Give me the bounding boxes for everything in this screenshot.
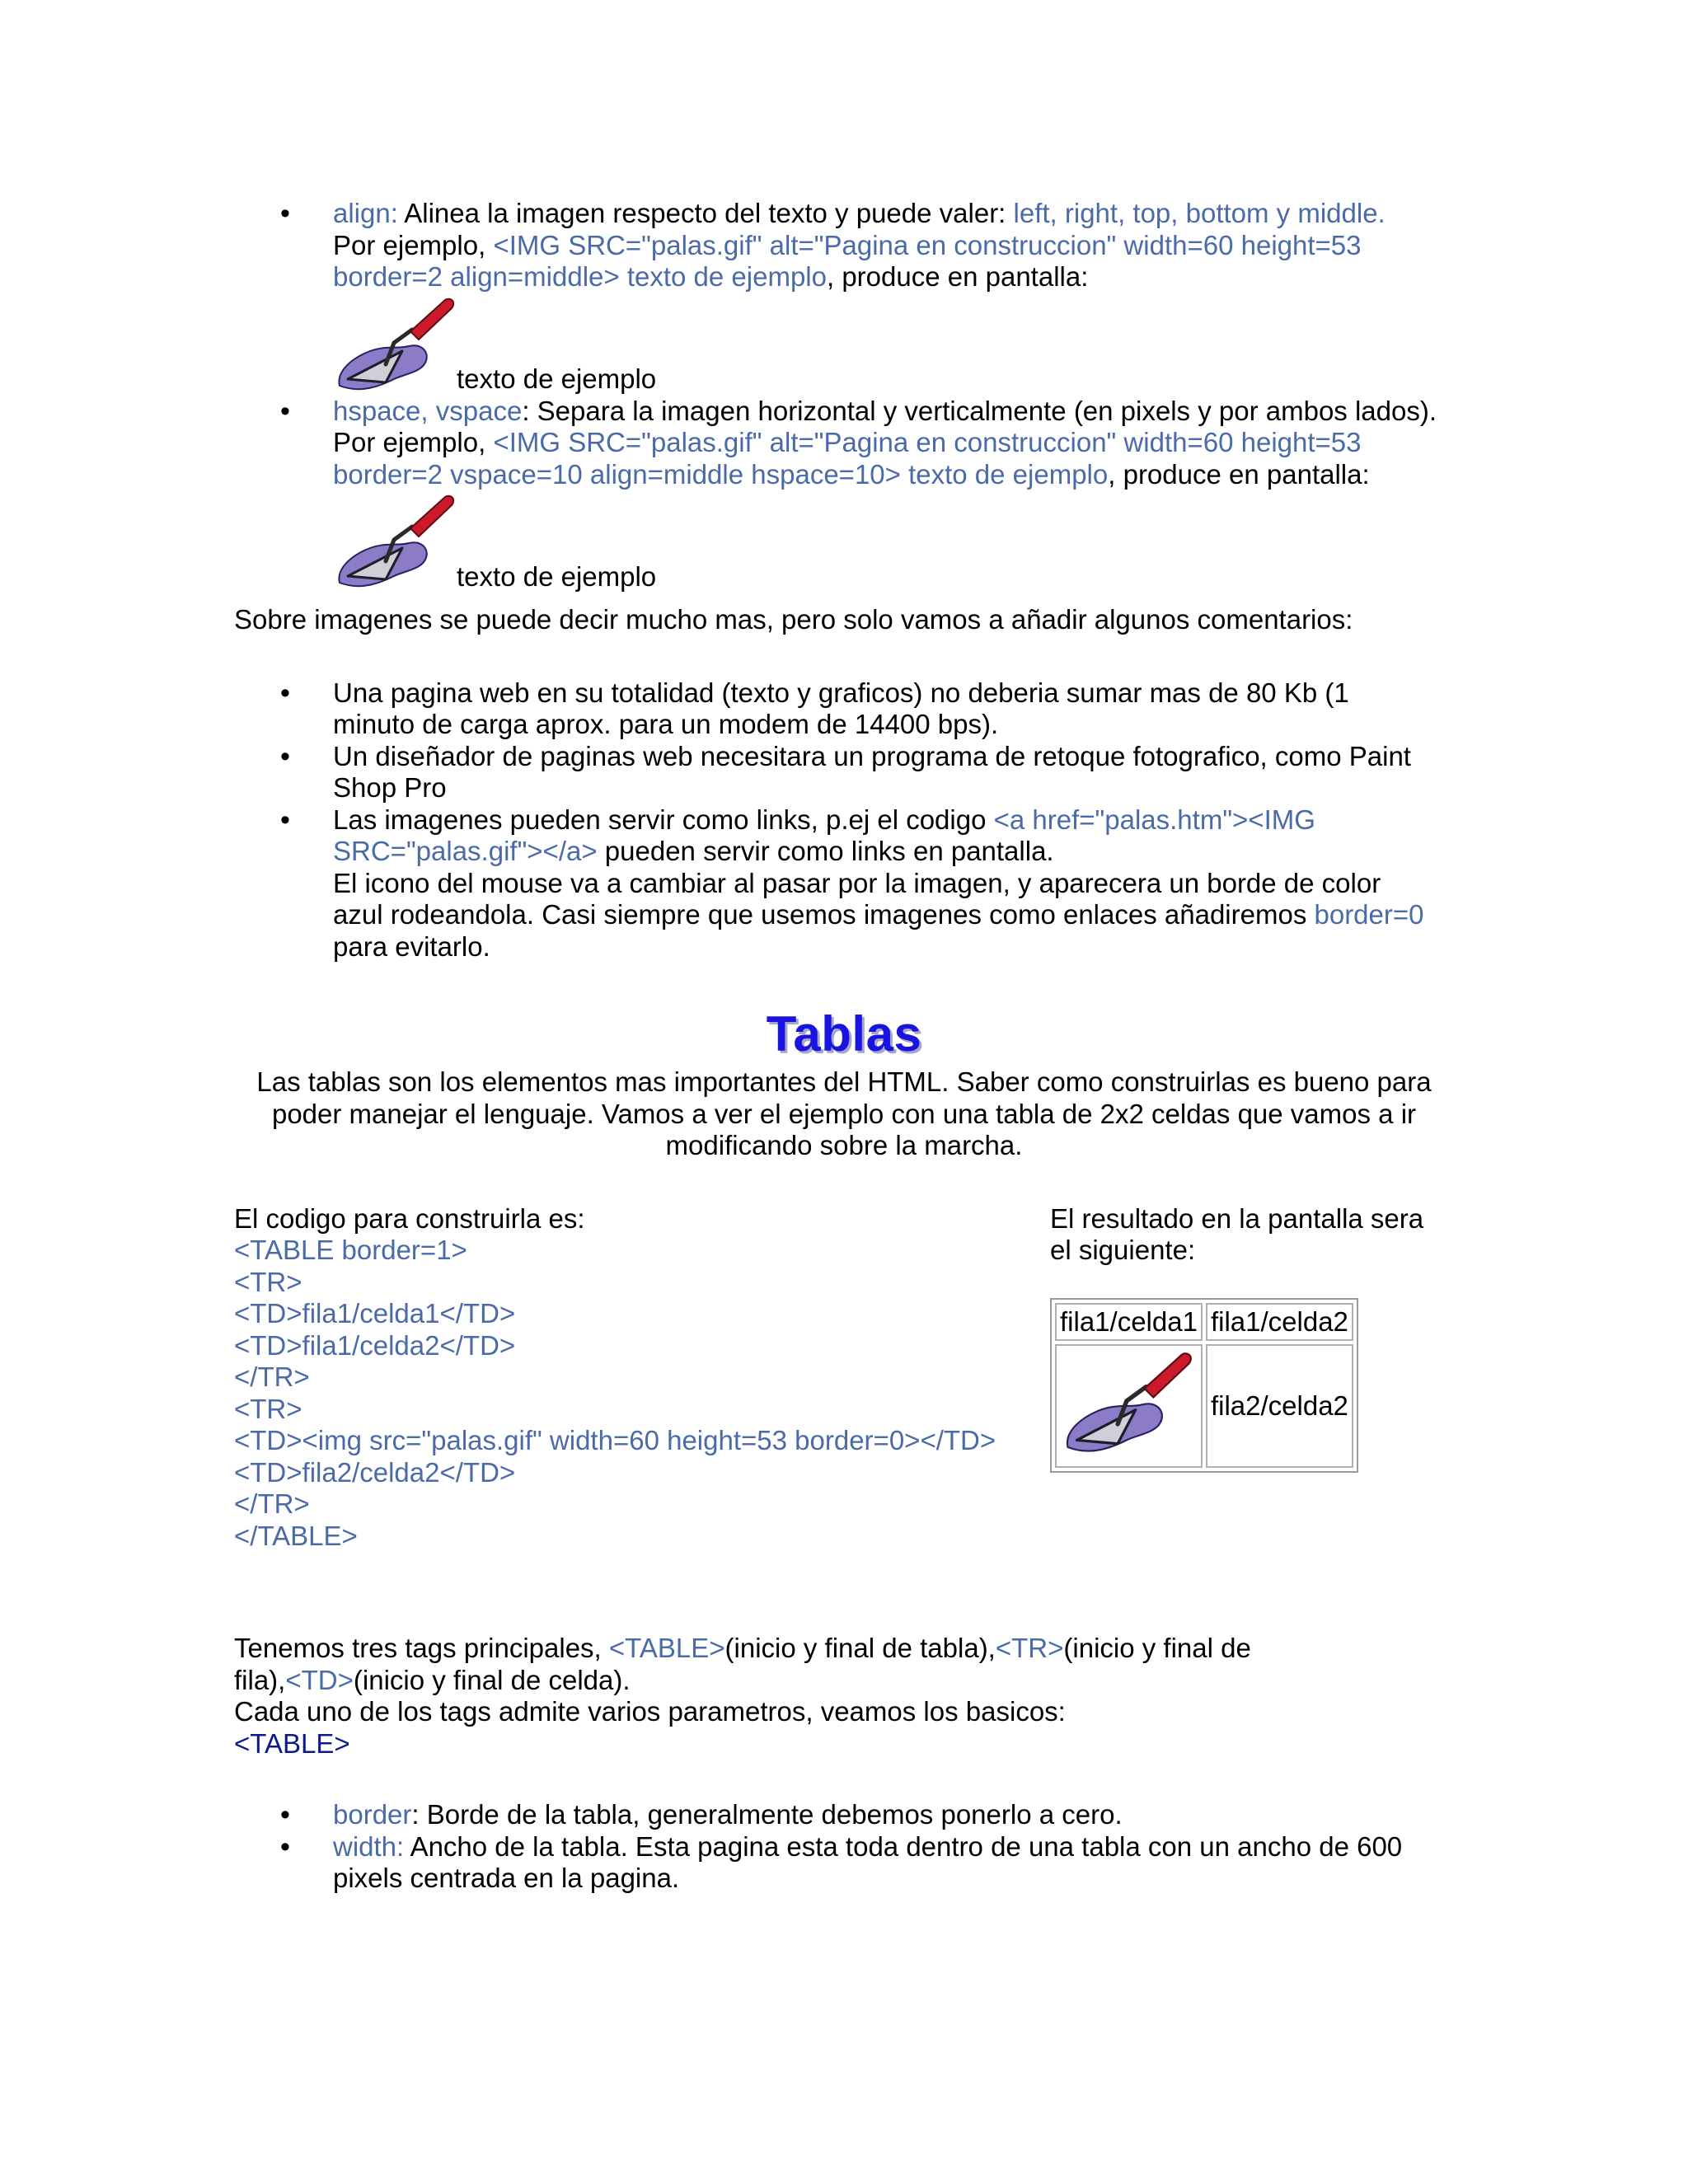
image-attributes-list — [234, 198, 1454, 593]
list-item-hspace-vspace: • hspace, vspace: Separa la imagen horizontal y verticalmente (en pixels y por ambos lados). Por ejemplo, <IMG SRC="palas.gif" alt="Pagina en construccion" width=60 height=53 border=2 vspace=10 align=middle hspace=10> texto de ejemplo, produce en pantalla: texto de ejemplo — [234, 396, 1454, 593]
section-intro: Las tablas son los elementos mas importantes del HTML. Saber como construirlas es bueno para poder manejar el lenguaje. Vamos a ver el ejemplo con una tabla de 2x2 celdas que vamos a ir modificando sobre la marcha. — [256, 1066, 1432, 1160]
code-line: </TABLE> — [234, 1520, 358, 1551]
code-line: </TR> — [234, 1488, 310, 1519]
code-line: </TR> — [234, 1361, 310, 1392]
table-cell: fila2/celda2 — [1206, 1344, 1353, 1468]
table-attributes-list — [234, 1799, 1454, 1895]
code-line: <TR> — [234, 1266, 302, 1297]
trowel-icon — [333, 293, 457, 396]
list-item-page-size: • Una pagina web en su totalidad (texto y graficos) no deberia sumar mas de 80 Kb (1 minuto de carga aprox. para un modem de 14400 bps). — [234, 677, 1454, 741]
code-hspace-vspace: hspace, vspace — [333, 395, 523, 426]
demo-table — [1050, 1298, 1358, 1473]
demo-output — [333, 293, 1454, 396]
code-line: <TD>fila1/celda2</TD> — [234, 1329, 516, 1361]
result-heading: El resultado en la pantalla sera el siguiente: — [1050, 1202, 1424, 1265]
demo-output — [333, 490, 1454, 593]
code-line: <TD>fila1/celda1</TD> — [234, 1298, 516, 1329]
trowel-icon — [1058, 1347, 1197, 1458]
document-page — [234, 198, 1454, 1895]
code-line: <TD><img src="palas.gif" width=60 height=53 border=0></TD> — [234, 1425, 996, 1455]
table-cell: fila1/celda2 — [1206, 1303, 1353, 1341]
code-line: <TD>fila2/celda2</TD> — [234, 1456, 516, 1488]
code-column — [234, 1203, 1050, 1553]
trowel-icon — [333, 490, 457, 593]
table-row — [1055, 1303, 1353, 1341]
list-item-border: • border: Borde de la tabla, generalmente debemos ponerlo a cero. — [234, 1799, 1454, 1831]
code-and-result — [234, 1203, 1454, 1553]
table-cell-image — [1055, 1344, 1203, 1468]
list-item-designer: • Un diseñador de paginas web necesitara un programa de retoque fotografico, como Paint Shop Pro — [234, 741, 1454, 804]
code-line: <TR> — [234, 1393, 302, 1424]
table-row — [1055, 1344, 1353, 1468]
demo-text: texto de ejemplo — [457, 363, 657, 394]
list-item-width: • width: Ancho de la tabla. Esta pagina esta toda dentro de una tabla con un ancho de 600 pixels centrada en la pagina. — [234, 1831, 1454, 1895]
comments-list — [234, 677, 1454, 963]
intro-paragraph: Sobre imagenes se puede decir mucho mas, pero solo vamos a añadir algunos comentarios: — [234, 604, 1353, 635]
code-line: <TABLE border=1> — [234, 1235, 467, 1265]
list-item-links: • Las imagenes pueden servir como links, p.ej el codigo <a href="palas.htm"><IMG SRC="palas.gif"></a> pueden servir como links en pantalla. El icono del mouse va a cambiar al pasar por la imagen, y aparecera un borde de color azul rodeandola. Casi siempre que usemos imagenes como enlaces añadiremos border=0 para evitarlo. — [234, 804, 1454, 963]
code-align: align: — [333, 198, 398, 228]
tags-paragraph: Tenemos tres tags principales, <TABLE>(inicio y final de tabla),<TR>(inicio y final de fila),<TD>(inicio y final de celda). Cada uno de los tags admite varios parametros, veamos los basicos: <TABLE> — [234, 1633, 1251, 1759]
section-title: Tablas — [766, 1006, 922, 1062]
table-tag-heading: <TABLE> — [234, 1727, 350, 1759]
demo-text: texto de ejemplo — [457, 560, 657, 592]
code-heading: El codigo para construirla es: — [234, 1202, 585, 1234]
table-cell: fila1/celda1 — [1055, 1303, 1203, 1341]
result-column — [1050, 1203, 1446, 1553]
list-item-align: • align: Alinea la imagen respecto del texto y puede valer: left, right, top, bottom y middle. Por ejemplo, <IMG SRC="palas.gif" alt="Pagina en construccion" width=60 height=53 border=2 align=middle> texto de ejemplo, produce en pantalla: texto de ejemplo — [234, 198, 1454, 396]
